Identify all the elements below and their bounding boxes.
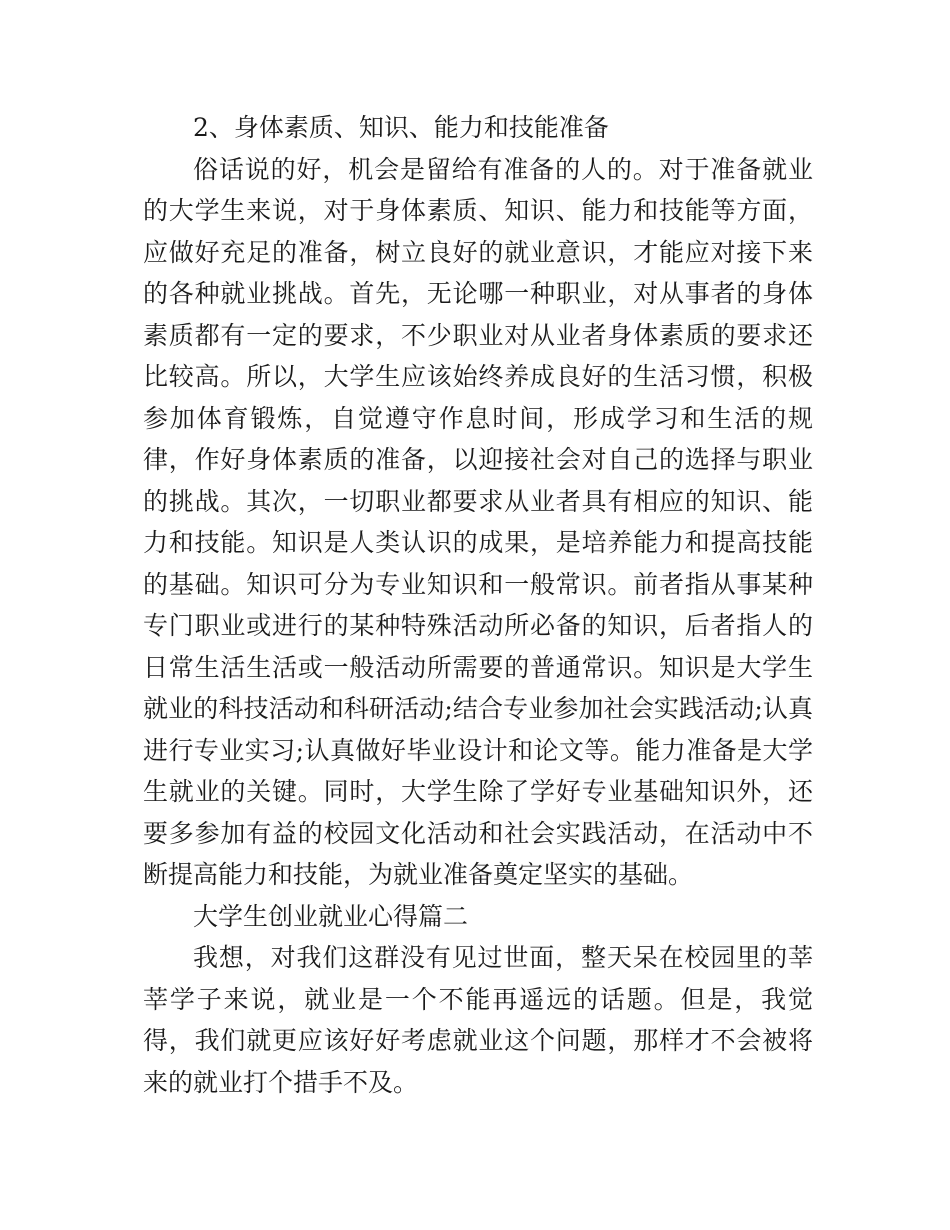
section-heading: 2、身体素质、知识、能力和技能准备: [193, 113, 609, 142]
article-title: 大学生创业就业心得篇二: [193, 901, 469, 931]
body-paragraph: 我想，对我们这群没有见过世面，整天呆在校园里的莘莘学子来说，就业是一个不能再遥远的话题。但是，我觉得，我们就更应该好好考虑就业这个问题，那样才不会被将来的就业打个措手不及。: [143, 943, 813, 1097]
document-page: [143, 107, 813, 1103]
body-paragraph: 俗话说的好，机会是留给有准备的人的。对于准备就业的大学生来说，对于身体素质、知识、能力和技能等方面，应做好充足的准备，树立良好的就业意识，才能应对接下来的各种就业挑战。首先，无论哪一种职业，对从事者的身体素质都有一定的要求，不少职业对从业者身体素质的要求还比较高。所以，大学生应该始终养成良好的生活习惯，积极参加体育锻炼，自觉遵守作息时间，形成学习和生活的规律，作好身体素质的准备，以迎接社会对自己的选择与职业的挑战。其次，一切职业都要求从业者具有相应的知识、能力和技能。知识是人类认识的成果，是培养能力和提高技能的基础。知识可分为专业知识和一般常识。前者指从事某种专门职业或进行的某种特殊活动所必备的知识，后者指人的日常生活生活或一般活动所需要的普通常识。知识是大学生就业的科技活动和科研活动;结合专业参加社会实践活动;认真进行专业实习;认真做好毕业设计和论文等。能力准备是大学生就业的关键。同时，大学生除了学好专业基础知识外，还要多参加有益的校园文化活动和社会实践活动，在活动中不断提高能力和技能，为就业准备奠定坚实的基础。: [143, 154, 813, 889]
